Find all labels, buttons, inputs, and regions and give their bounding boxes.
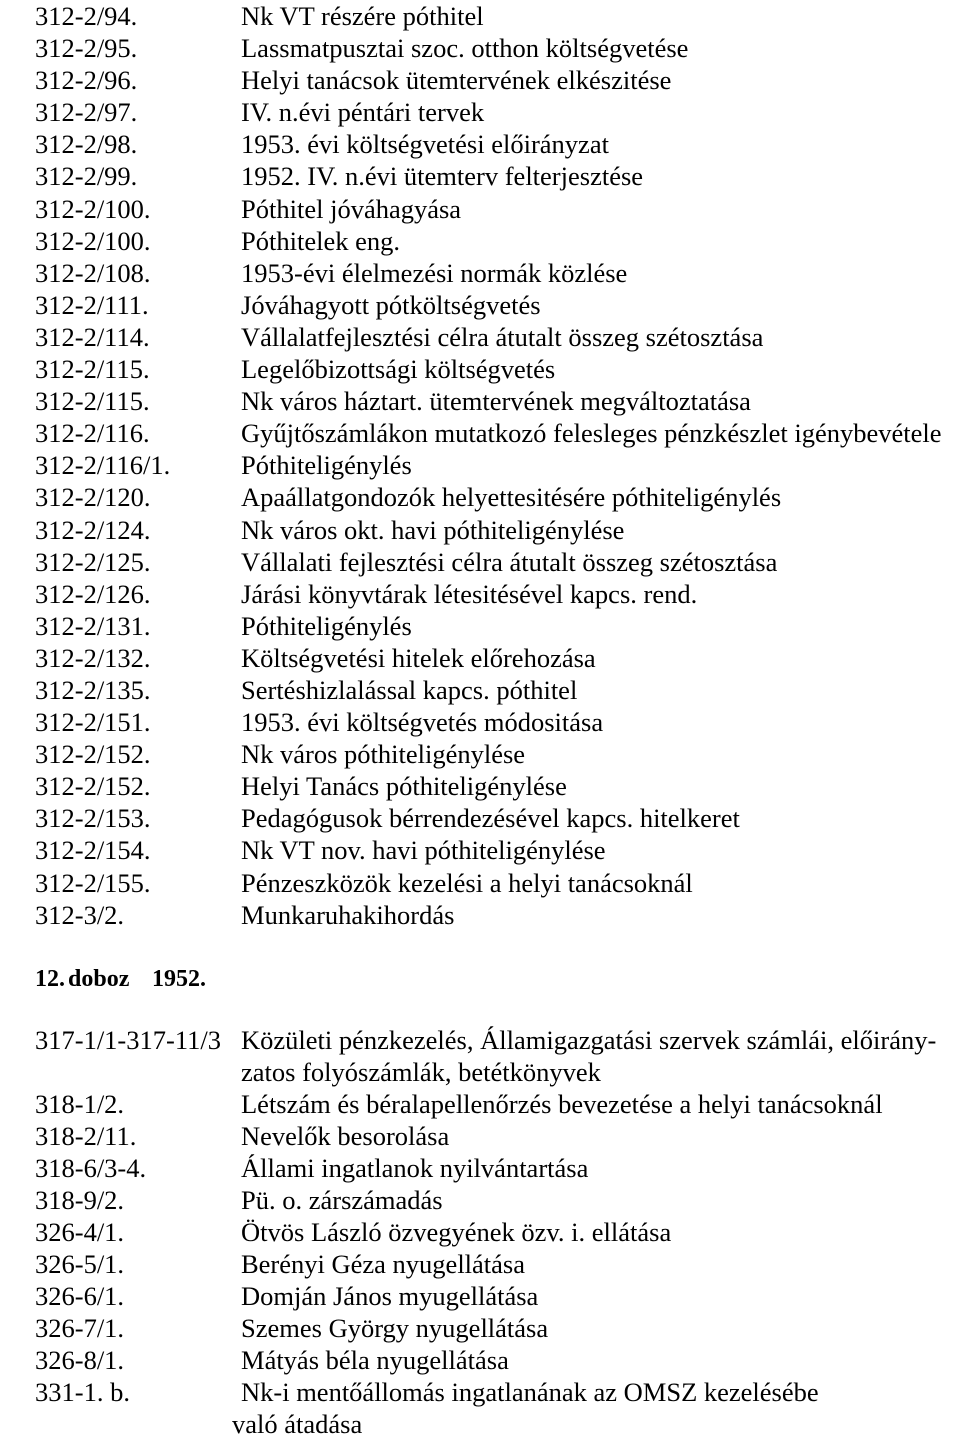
- entry-title: Mátyás béla nyugellátása: [241, 1345, 509, 1375]
- entry-title: Berényi Géza nyugellátása: [241, 1249, 526, 1279]
- entry-title: Létszám és béralapellenőrzés bevezetése a helyi tanácsoknál: [241, 1089, 883, 1119]
- entry-title-line: Közületi pénzkezelés, Államigazgatási szervek számlái, előirány-: [241, 1025, 937, 1055]
- entry-reference-number: 326-4/1.: [35, 1217, 125, 1247]
- entry-title: IV. n.évi péntári tervek: [241, 97, 485, 128]
- entry-title: Apaállatgondozók helyettesitésére póthiteligénylés: [241, 482, 782, 513]
- entry-title: Nk VT nov. havi póthiteligénylése: [241, 835, 606, 866]
- entry-row: [0, 802, 960, 834]
- entry-row: [0, 514, 960, 546]
- entry-title: Domján János myugellátása: [241, 1281, 539, 1311]
- entry-title: Állami ingatlanok nyilvántartása: [241, 1153, 589, 1183]
- entry-reference-number: 312-2/151.: [35, 707, 151, 738]
- entry-reference-number: 312-2/132.: [35, 642, 151, 673]
- entry-row: [0, 1152, 960, 1184]
- entry-reference-number: 312-2/131.: [35, 610, 151, 641]
- entry-reference-number: 312-2/153.: [35, 803, 151, 834]
- entry-reference-number: 312-2/96.: [35, 65, 138, 96]
- entry-title: Nk város okt. havi póthiteligénylése: [241, 514, 625, 545]
- entry-row: [0, 1088, 960, 1120]
- entry-title: Nk város háztart. ütemtervének megváltoztatása: [241, 386, 751, 417]
- entry-reference-number: 312-2/100.: [35, 193, 151, 224]
- entry-reference-number: 331-1. b.: [35, 1377, 130, 1407]
- entry-title: Költségvetési hitelek előrehozása: [241, 642, 596, 673]
- entry-reference-number: 312-2/124.: [35, 514, 151, 545]
- entry-title: 1953-évi élelmezési normák közlése: [241, 257, 628, 288]
- entry-row: [0, 610, 960, 642]
- entry-row: [0, 1216, 960, 1248]
- entry-title: Pénzeszközök kezelési a helyi tanácsoknál: [241, 867, 693, 898]
- entry-reference-number: 312-2/111.: [35, 289, 149, 320]
- entry-row: [0, 770, 960, 802]
- entry-title: Legelőbizottsági költségvetés: [241, 354, 556, 385]
- entry-reference-number: 312-2/135.: [35, 674, 151, 705]
- entry-row: [0, 738, 960, 770]
- entry-reference-number: 312-2/126.: [35, 578, 151, 609]
- entry-reference-number: 318-1/2.: [35, 1089, 125, 1119]
- entry-reference-number: 312-2/115.: [35, 354, 150, 385]
- entry-row: [0, 706, 960, 738]
- entry-reference-number: 312-2/94.: [35, 1, 138, 31]
- entry-title: Szemes György nyugellátása: [241, 1313, 549, 1343]
- entry-row: [0, 64, 960, 96]
- entry-row: [0, 481, 960, 513]
- entry-row: [0, 128, 960, 160]
- entry-reference-number: 318-2/11.: [35, 1121, 137, 1151]
- entry-row: [0, 289, 960, 321]
- entry-row: [0, 578, 960, 610]
- entry-row: [0, 1344, 960, 1376]
- entry-row: [0, 160, 960, 192]
- entry-title: Vállalatfejlesztési célra átutalt összeg szétosztása: [241, 321, 764, 352]
- entry-row: [0, 96, 960, 128]
- entry-title: Vállalati fejlesztési célra átutalt összeg szétosztása: [241, 546, 778, 577]
- entry-title: Munkaruhakihordás: [241, 899, 455, 930]
- entry-title: Póthitel jóváhagyása: [241, 193, 462, 224]
- entry-row: [0, 417, 960, 449]
- entry-row: [0, 546, 960, 578]
- entry-title: 1953. évi költségvetési előirányzat: [241, 129, 609, 160]
- entry-reference-number: 312-2/115.: [35, 386, 150, 417]
- entry-reference-number: 312-2/120.: [35, 482, 151, 513]
- entry-row: [0, 321, 960, 353]
- entry-reference-number: 326-5/1.: [35, 1249, 125, 1279]
- entry-row: [0, 1280, 960, 1312]
- entry-title: Nk VT részére póthitel: [241, 1, 484, 31]
- entry-reference-number: 312-3/2.: [35, 899, 125, 930]
- entry-reference-number: 312-2/125.: [35, 546, 151, 577]
- entry-reference-number: 312-2/116.: [35, 418, 150, 449]
- entry-title: Pü. o. zárszámadás: [241, 1185, 443, 1215]
- entry-row: [0, 1312, 960, 1344]
- entry-row: [0, 899, 960, 931]
- box-year: 1952.: [152, 966, 206, 992]
- entry-reference-number: 312-2/99.: [35, 161, 138, 192]
- entry-row: [0, 1184, 960, 1216]
- entry-reference-number: 312-2/98.: [35, 129, 138, 160]
- entry-row: [0, 353, 960, 385]
- entry-title: Póthiteligénylés: [241, 450, 412, 481]
- entry-title: Jóváhagyott pótköltségvetés: [241, 289, 541, 320]
- entry-row: [0, 1248, 960, 1280]
- entry-row: [0, 1376, 960, 1440]
- entry-title: Járási könyvtárak létesitésével kapcs. rend.: [241, 578, 698, 609]
- entry-reference-number: 312-2/116/1.: [35, 450, 171, 481]
- entry-row: [0, 193, 960, 225]
- box-label: doboz: [68, 966, 130, 992]
- archive-entry-list: [0, 1024, 960, 1440]
- entry-row: [0, 674, 960, 706]
- entry-title: [241, 1024, 936, 1088]
- entry-reference-number: 318-9/2.: [35, 1185, 125, 1215]
- entry-row: [0, 0, 960, 32]
- entry-reference-number: 326-8/1.: [35, 1345, 125, 1375]
- entry-reference-number: 312-2/152.: [35, 771, 151, 802]
- entry-row: [0, 257, 960, 289]
- entry-row: [0, 385, 960, 417]
- entry-row: [0, 225, 960, 257]
- entry-reference-number: 312-2/108.: [35, 257, 151, 288]
- entry-title: [232, 1376, 819, 1440]
- entry-row: [0, 1024, 960, 1088]
- entry-reference-number: 318-6/3-4.: [35, 1153, 147, 1183]
- entry-row: [0, 1120, 960, 1152]
- entry-reference-number: 312-2/97.: [35, 97, 138, 128]
- entry-row: [0, 32, 960, 64]
- entry-reference-number: 312-2/154.: [35, 835, 151, 866]
- entry-title: 1952. IV. n.évi ütemterv felterjesztése: [241, 161, 644, 192]
- entry-reference-number: 326-6/1.: [35, 1281, 125, 1311]
- entry-row: [0, 834, 960, 866]
- entry-row: [0, 449, 960, 481]
- entry-title: Lassmatpusztai szoc. otthon költségvetése: [241, 33, 689, 64]
- entry-reference-number: 312-2/100.: [35, 225, 151, 256]
- entry-title: Nevelők besorolása: [241, 1121, 450, 1151]
- box-number: 12.: [35, 966, 65, 992]
- entry-reference-number: 312-2/155.: [35, 867, 151, 898]
- entry-row: [0, 867, 960, 899]
- entry-title: 1953. évi költségvetés módositása: [241, 707, 604, 738]
- entry-title: Helyi tanácsok ütemtervének elkészitése: [241, 65, 672, 96]
- entry-title-line: Nk-i mentőállomás ingatlanának az OMSZ kezelésébe: [241, 1377, 819, 1407]
- entry-title-line: zatos folyószámlák, betétkönyvek: [241, 1057, 601, 1087]
- entry-title: Pedagógusok bérrendezésével kapcs. hitelkeret: [241, 803, 740, 834]
- entry-reference-number: 326-7/1.: [35, 1313, 125, 1343]
- entry-title-line: való átadása: [232, 1409, 363, 1439]
- entry-reference-number: 312-2/114.: [35, 321, 150, 352]
- entry-title: Helyi Tanács póthiteligénylése: [241, 771, 567, 802]
- box-heading: [0, 963, 960, 995]
- entry-title: Póthiteligénylés: [241, 610, 412, 641]
- entry-title: Sertéshizlalással kapcs. póthitel: [241, 674, 578, 705]
- entry-reference-number: 312-2/152.: [35, 739, 151, 770]
- entry-reference-number: 317-1/1-317-11/3: [35, 1025, 221, 1055]
- entry-title: Gyűjtőszámlákon mutatkozó felesleges pénzkészlet igénybevétele: [241, 418, 942, 449]
- entry-title: Nk város póthiteligénylése: [241, 739, 526, 770]
- entry-title: Póthitelek eng.: [241, 225, 400, 256]
- entry-title: Ötvös László özvegyének özv. i. ellátása: [241, 1217, 672, 1247]
- entry-reference-number: 312-2/95.: [35, 33, 138, 64]
- entry-row: [0, 642, 960, 674]
